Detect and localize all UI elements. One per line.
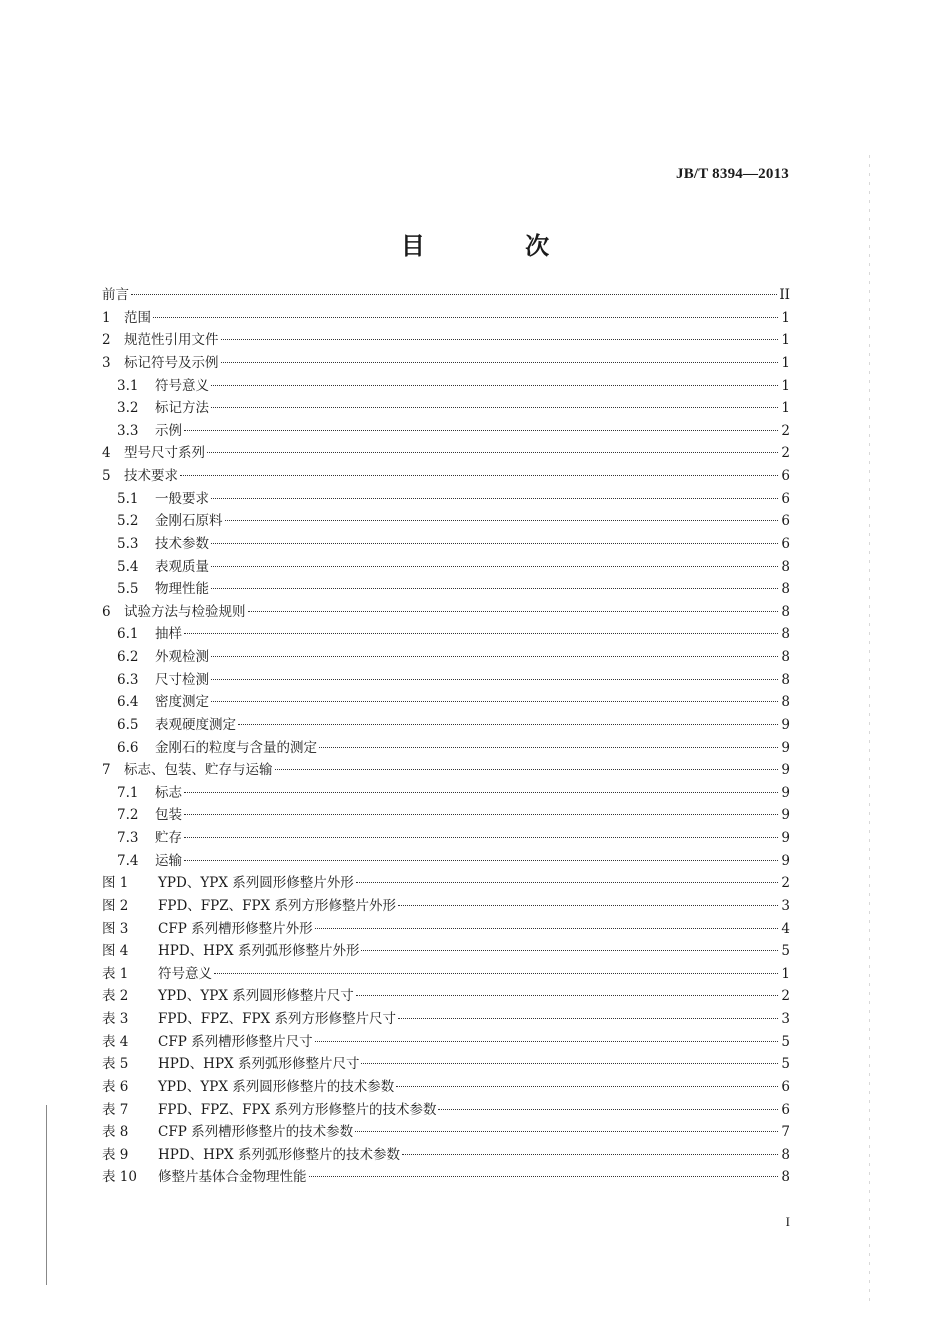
toc-entry-title: 表观硬度测定 bbox=[155, 716, 236, 733]
toc-leader-dots bbox=[238, 724, 778, 725]
toc-entry-title: 金刚石的粒度与含量的测定 bbox=[155, 739, 317, 756]
toc-entry[interactable] bbox=[102, 872, 790, 895]
toc-entry-number: 5.2 bbox=[117, 513, 139, 530]
toc-entry[interactable] bbox=[102, 1144, 790, 1167]
toc-entry-number: 5 bbox=[102, 468, 111, 484]
toc-entry-title: 标志、包装、贮存与运输 bbox=[124, 762, 273, 779]
toc-entry-page: 8 bbox=[781, 671, 790, 688]
toc-entry-page: 8 bbox=[781, 581, 790, 598]
toc-entry[interactable] bbox=[102, 1121, 790, 1144]
toc-entry-number: 表 8 bbox=[102, 1124, 129, 1141]
toc-entry-page: 9 bbox=[781, 762, 790, 779]
toc-entry[interactable] bbox=[102, 827, 790, 850]
toc-leader-dots bbox=[184, 430, 778, 431]
toc-leader-dots bbox=[211, 588, 778, 589]
toc-entry-title: 密度测定 bbox=[155, 694, 209, 711]
toc-entry-page: 6 bbox=[781, 535, 790, 552]
toc-entry-page: 2 bbox=[781, 445, 790, 462]
toc-leader-dots bbox=[207, 452, 778, 453]
toc-entry-number: 6.3 bbox=[117, 671, 139, 688]
toc-entry-title: 范围 bbox=[124, 309, 151, 326]
toc-entry-number: 图 3 bbox=[102, 920, 129, 937]
toc-entry[interactable] bbox=[102, 1076, 790, 1099]
toc-entry-number: 6.6 bbox=[117, 739, 139, 756]
toc-entry-number: 表 1 bbox=[102, 965, 129, 982]
toc-entry[interactable] bbox=[102, 759, 790, 782]
toc-entry-page: 6 bbox=[781, 490, 790, 507]
toc-entry-number: 图 2 bbox=[102, 897, 129, 914]
toc-entry[interactable] bbox=[102, 940, 790, 963]
toc-entry-title: FPD、FPZ、FPX 系列方形修整片尺寸 bbox=[158, 1011, 396, 1027]
toc-entry[interactable] bbox=[102, 669, 790, 692]
toc-leader-dots bbox=[221, 362, 779, 363]
toc-entry[interactable] bbox=[102, 1099, 790, 1122]
toc-leader-dots bbox=[131, 294, 777, 295]
toc-entry-number: 5.5 bbox=[117, 581, 139, 598]
toc-leader-dots bbox=[309, 1176, 779, 1177]
toc-leader-dots bbox=[398, 1018, 778, 1019]
toc-entry[interactable] bbox=[102, 985, 790, 1008]
toc-entry-page: II bbox=[779, 287, 790, 303]
toc-entry-title: 技术参数 bbox=[155, 535, 209, 552]
toc-entry[interactable] bbox=[102, 601, 790, 624]
toc-entry-page: 1 bbox=[781, 354, 790, 371]
toc-entry-number: 5.4 bbox=[117, 558, 139, 575]
toc-entry[interactable] bbox=[102, 375, 790, 398]
toc-entry-number: 图 4 bbox=[102, 943, 129, 960]
toc-entry-page: 1 bbox=[781, 309, 790, 326]
toc-entry-title: YPD、YPX 系列圆形修整片尺寸 bbox=[158, 988, 354, 1005]
toc-entry-page: 9 bbox=[781, 852, 790, 869]
toc-leader-dots bbox=[248, 611, 779, 612]
toc-entry[interactable] bbox=[102, 329, 790, 352]
toc-entry-title: 一般要求 bbox=[155, 490, 209, 507]
toc-entry-number: 表 4 bbox=[102, 1033, 129, 1050]
toc-entry[interactable] bbox=[102, 465, 790, 488]
toc-leader-dots bbox=[275, 769, 779, 770]
toc-entry-page: 8 bbox=[781, 603, 790, 620]
toc-entry-page: 8 bbox=[781, 1169, 790, 1186]
toc-entry[interactable] bbox=[102, 1031, 790, 1054]
toc-entry-title: 物理性能 bbox=[155, 581, 209, 598]
toc-entry[interactable] bbox=[102, 1053, 790, 1076]
toc-entry-page: 9 bbox=[781, 739, 790, 756]
toc-leader-dots bbox=[180, 475, 778, 476]
toc-entry-title: CFP 系列槽形修整片的技术参数 bbox=[158, 1124, 354, 1141]
toc-entry[interactable] bbox=[102, 397, 790, 420]
toc-entry-title: HPD、HPX 系列弧形修整片外形 bbox=[158, 943, 360, 960]
toc-leader-dots bbox=[225, 520, 779, 521]
toc-entry-page: 9 bbox=[781, 784, 790, 801]
toc-leader-dots bbox=[211, 566, 778, 567]
toc-entry-page: 1 bbox=[781, 377, 790, 394]
toc-entry-title: YPD、YPX 系列圆形修整片的技术参数 bbox=[158, 1078, 395, 1095]
toc-entry-page: 1 bbox=[781, 400, 790, 417]
toc-entry-page: 7 bbox=[781, 1124, 790, 1141]
document-code: JB/T 8394—2013 bbox=[676, 166, 789, 182]
toc-entry[interactable] bbox=[102, 352, 790, 375]
toc-leader-dots bbox=[361, 950, 778, 951]
toc-entry[interactable] bbox=[102, 691, 790, 714]
toc-entry-page: 4 bbox=[781, 920, 790, 937]
toc-leader-dots bbox=[315, 1041, 778, 1042]
toc-entry-title: 符号意义 bbox=[158, 965, 212, 982]
scan-edge-line bbox=[46, 1105, 47, 1285]
toc-entry-page: 1 bbox=[781, 332, 790, 349]
toc-entry[interactable] bbox=[102, 1166, 790, 1189]
toc-entry-title: HPD、HPX 系列弧形修整片的技术参数 bbox=[158, 1146, 400, 1163]
toc-entry[interactable] bbox=[102, 533, 790, 556]
toc-leader-dots bbox=[361, 1063, 778, 1064]
toc-entry[interactable] bbox=[102, 578, 790, 601]
toc-entry-title: FPD、FPZ、FPX 系列方形修整片的技术参数 bbox=[158, 1101, 437, 1118]
toc-entry-page: 6 bbox=[781, 1101, 790, 1118]
toc-entry-page: 3 bbox=[781, 1011, 790, 1027]
toc-entry-page: 5 bbox=[781, 943, 790, 960]
toc-entry-title: 运输 bbox=[155, 852, 182, 869]
toc-entry-number: 7 bbox=[102, 762, 111, 779]
toc-leader-dots bbox=[153, 317, 778, 318]
toc-leader-dots bbox=[184, 814, 778, 815]
toc-entry-page: 8 bbox=[781, 694, 790, 711]
toc-entry-page: 8 bbox=[781, 1146, 790, 1163]
toc-entry-number: 表 6 bbox=[102, 1078, 129, 1095]
toc-entry[interactable] bbox=[102, 284, 790, 307]
toc-entry-number: 3.3 bbox=[117, 422, 139, 439]
toc-entry-title: 前言 bbox=[102, 287, 129, 303]
toc-leader-dots bbox=[211, 407, 778, 408]
toc-entry-number: 3 bbox=[102, 354, 111, 371]
toc-entry-title: 金刚石原料 bbox=[155, 513, 223, 530]
toc-leader-dots bbox=[356, 882, 778, 883]
toc-entry[interactable] bbox=[102, 782, 790, 805]
toc-entry-page: 6 bbox=[781, 513, 790, 530]
toc-entry[interactable] bbox=[102, 646, 790, 669]
toc-entry[interactable] bbox=[102, 510, 790, 533]
toc-entry-page: 2 bbox=[781, 422, 790, 439]
toc-entry-number: 6.2 bbox=[117, 649, 139, 665]
toc-entry-page: 2 bbox=[781, 988, 790, 1005]
toc-entry-number: 表 7 bbox=[102, 1101, 129, 1118]
toc-leader-dots bbox=[398, 905, 778, 906]
toc-leader-dots bbox=[438, 1109, 778, 1110]
toc-entry-page: 8 bbox=[781, 649, 790, 665]
toc-entry-title: 标记符号及示例 bbox=[124, 354, 219, 371]
toc-entry-title: 试验方法与检验规则 bbox=[124, 603, 246, 620]
toc-leader-dots bbox=[184, 633, 778, 634]
toc-leader-dots bbox=[211, 679, 778, 680]
toc-entry-title: 技术要求 bbox=[124, 468, 178, 484]
toc-leader-dots bbox=[211, 701, 778, 702]
toc-entry-title: 抽样 bbox=[155, 626, 182, 643]
toc-leader-dots bbox=[396, 1086, 778, 1087]
toc-entry-title: 型号尺寸系列 bbox=[124, 445, 205, 462]
toc-entry-page: 6 bbox=[781, 1078, 790, 1095]
toc-entry-page: 5 bbox=[781, 1056, 790, 1073]
toc-leader-dots bbox=[211, 543, 778, 544]
toc-entry-title: HPD、HPX 系列弧形修整片尺寸 bbox=[158, 1056, 360, 1073]
toc-leader-dots bbox=[221, 339, 779, 340]
toc-entry-title: 尺寸检测 bbox=[155, 671, 209, 688]
toc-entry-title: 外观检测 bbox=[155, 649, 209, 665]
toc-entry-number: 表 3 bbox=[102, 1011, 129, 1027]
toc-entry-number: 5.3 bbox=[117, 535, 139, 552]
toc-entry-page: 8 bbox=[781, 626, 790, 643]
toc-entry-number: 7.1 bbox=[117, 784, 139, 801]
toc-leader-dots bbox=[184, 837, 778, 838]
toc-entry-page: 8 bbox=[781, 558, 790, 575]
toc-entry[interactable] bbox=[102, 850, 790, 873]
toc-entry[interactable] bbox=[102, 307, 790, 330]
toc-entry-page: 3 bbox=[781, 897, 790, 914]
toc-entry-number: 3.2 bbox=[117, 400, 139, 417]
toc-entry-number: 6.5 bbox=[117, 716, 139, 733]
toc-leader-dots bbox=[356, 995, 778, 996]
toc-entry-number: 3.1 bbox=[117, 377, 139, 394]
toc-leader-dots bbox=[184, 792, 778, 793]
toc-leader-dots bbox=[319, 747, 778, 748]
toc-entry-title: 包装 bbox=[155, 807, 182, 824]
toc-entry-title: 标志 bbox=[155, 784, 182, 801]
toc-entry-page: 2 bbox=[781, 875, 790, 892]
toc-entry-number: 表 10 bbox=[102, 1169, 137, 1186]
toc-entry[interactable] bbox=[102, 963, 790, 986]
toc-entry-title: 规范性引用文件 bbox=[124, 332, 219, 349]
toc-entry[interactable] bbox=[102, 556, 790, 579]
toc-entry[interactable] bbox=[102, 804, 790, 827]
toc-entry-title: 示例 bbox=[155, 422, 182, 439]
toc-entry-page: 6 bbox=[781, 468, 790, 484]
page-number: I bbox=[785, 1214, 790, 1229]
toc-entry-number: 2 bbox=[102, 332, 111, 349]
table-of-contents bbox=[102, 284, 790, 1189]
toc-entry-title: 修整片基体合金物理性能 bbox=[158, 1169, 307, 1186]
toc-entry-title: 贮存 bbox=[155, 830, 182, 846]
toc-leader-dots bbox=[184, 860, 778, 861]
toc-entry-title: FPD、FPZ、FPX 系列方形修整片外形 bbox=[158, 897, 396, 914]
toc-entry-number: 表 9 bbox=[102, 1146, 129, 1163]
page-title: 目 次 bbox=[400, 232, 596, 260]
toc-entry-number: 7.3 bbox=[117, 830, 139, 846]
toc-leader-dots bbox=[315, 928, 778, 929]
toc-entry-page: 9 bbox=[781, 830, 790, 846]
toc-entry-page: 9 bbox=[781, 807, 790, 824]
toc-entry[interactable] bbox=[102, 623, 790, 646]
scan-edge-dots bbox=[869, 155, 870, 1305]
toc-leader-dots bbox=[402, 1154, 778, 1155]
toc-entry-title: 标记方法 bbox=[155, 400, 209, 417]
toc-entry[interactable] bbox=[102, 918, 790, 941]
toc-entry-title: CFP 系列槽形修整片尺寸 bbox=[158, 1033, 313, 1050]
toc-entry-number: 7.4 bbox=[117, 852, 139, 869]
toc-entry-number: 4 bbox=[102, 445, 111, 462]
toc-entry-number: 6 bbox=[102, 603, 111, 620]
toc-entry-number: 7.2 bbox=[117, 807, 139, 824]
toc-entry-title: 符号意义 bbox=[155, 377, 209, 394]
toc-leader-dots bbox=[211, 385, 778, 386]
toc-entry-page: 1 bbox=[781, 965, 790, 982]
toc-entry-number: 表 2 bbox=[102, 988, 129, 1005]
toc-entry-number: 表 5 bbox=[102, 1056, 129, 1073]
toc-entry-number: 6.1 bbox=[117, 626, 139, 643]
toc-entry-number: 5.1 bbox=[117, 490, 139, 507]
toc-entry[interactable] bbox=[102, 1008, 790, 1031]
toc-entry-number: 图 1 bbox=[102, 875, 129, 892]
toc-entry-title: 表观质量 bbox=[155, 558, 209, 575]
toc-entry-title: YPD、YPX 系列圆形修整片外形 bbox=[158, 875, 354, 892]
toc-entry[interactable] bbox=[102, 488, 790, 511]
toc-entry-page: 9 bbox=[781, 716, 790, 733]
toc-entry-page: 5 bbox=[781, 1033, 790, 1050]
toc-entry-number: 1 bbox=[102, 309, 111, 326]
toc-entry[interactable] bbox=[102, 420, 790, 443]
toc-leader-dots bbox=[211, 656, 778, 657]
toc-entry-title: CFP 系列槽形修整片外形 bbox=[158, 920, 313, 937]
toc-entry[interactable] bbox=[102, 714, 790, 737]
toc-entry[interactable] bbox=[102, 737, 790, 760]
toc-entry-number: 6.4 bbox=[117, 694, 139, 711]
toc-leader-dots bbox=[214, 973, 778, 974]
toc-entry[interactable] bbox=[102, 895, 790, 918]
toc-entry[interactable] bbox=[102, 442, 790, 465]
toc-leader-dots bbox=[355, 1131, 778, 1132]
toc-leader-dots bbox=[211, 498, 778, 499]
